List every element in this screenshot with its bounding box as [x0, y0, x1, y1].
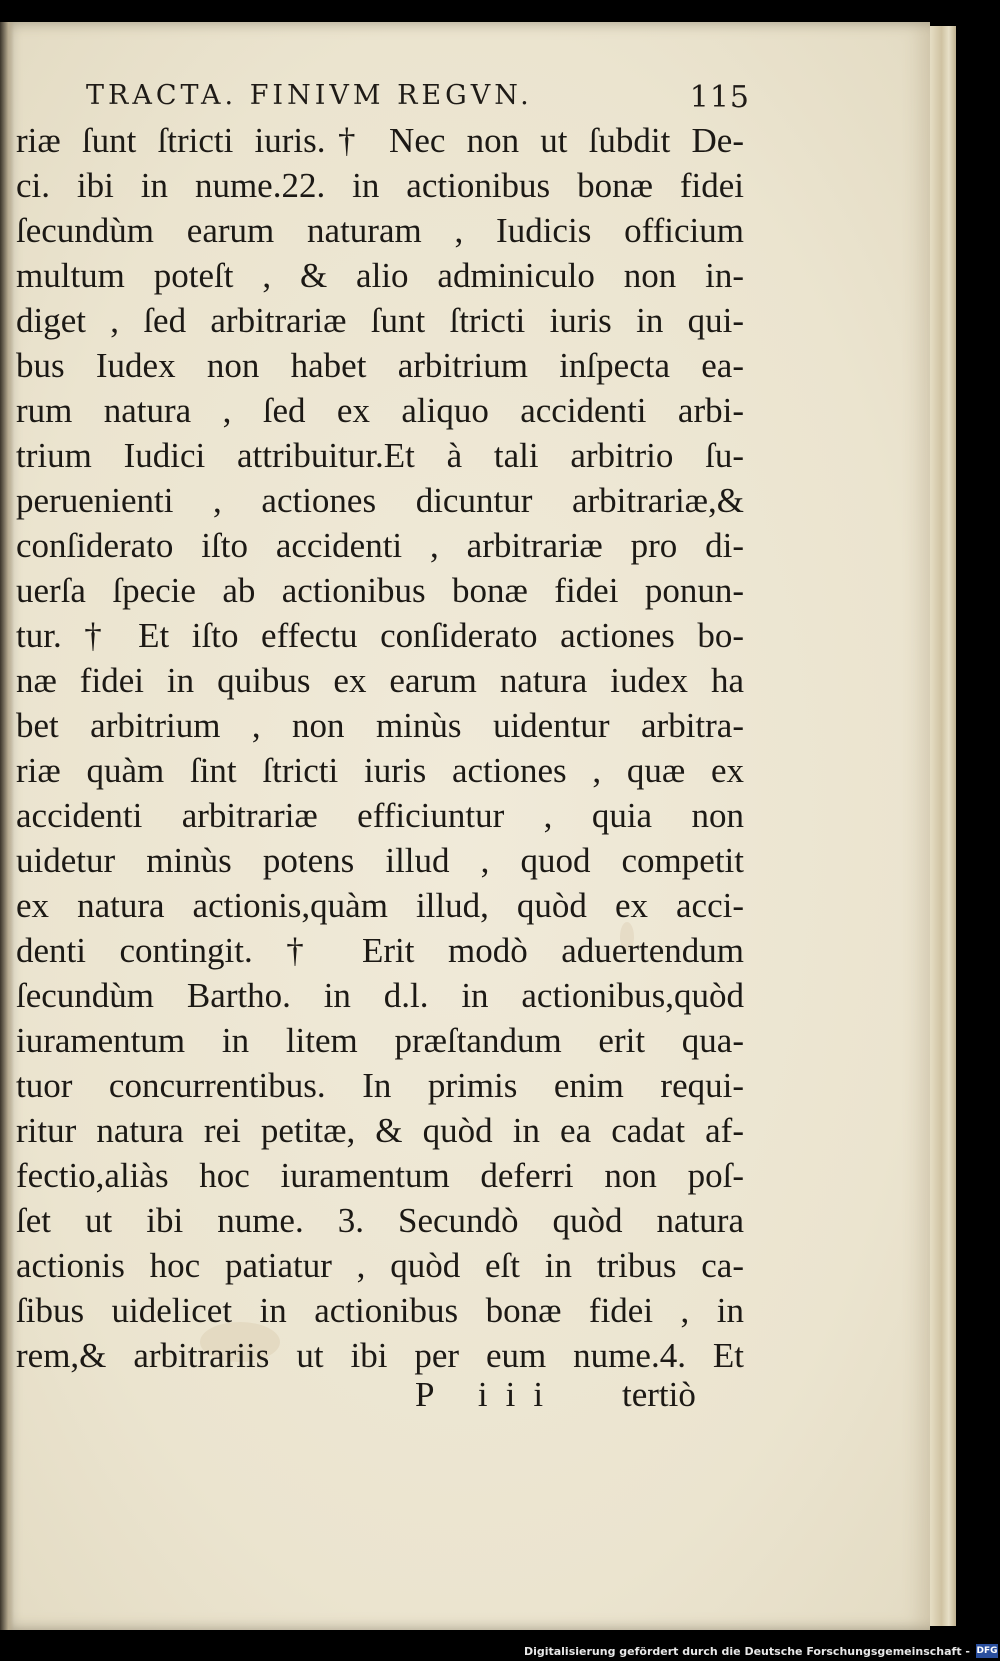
text-line: multum poteſt , & alio adminiculo non in-	[16, 256, 744, 295]
text-line: bus Iudex non habet arbitrium inſpecta ea-	[16, 346, 744, 385]
text-line: næ fidei in quibus ex earum natura iudex ha	[16, 661, 744, 700]
text-line: trium Iudici attribuitur.Et à tali arbitrio ſu-	[16, 436, 744, 475]
text-line: fectio,aliàs hoc iuramentum deferri non poſ-	[16, 1156, 744, 1195]
running-title: TRACTA. FINIVM REGVN.	[86, 80, 533, 111]
text-line: accidenti arbitrariæ efficiuntur , quia non	[16, 796, 744, 835]
text-line: rum natura , ſed ex aliquo accidenti arbi-	[16, 391, 744, 430]
page-number: 115	[689, 80, 750, 115]
text-line: diget , ſed arbitrariæ ſunt ſtricti iuris in qui-	[16, 301, 744, 340]
catchword: tertiò	[622, 1375, 696, 1414]
text-line: ſecundùm earum naturam , Iudicis officium	[16, 211, 744, 250]
text-line: denti contingit. † Erit modò aduertendum	[16, 931, 744, 970]
text-line: rem,& arbitrariis ut ibi per eum nume.4. Et	[16, 1336, 744, 1375]
signature-mark: P iii	[415, 1375, 562, 1414]
text-line: tur. † Et iſto effectu conſiderato actiones bo-	[16, 616, 744, 655]
text-line: peruenienti , actiones dicuntur arbitrariæ,&	[16, 481, 744, 520]
text-line: actionis hoc patiatur , quòd eſt in tribus ca-	[16, 1246, 744, 1285]
text-line: ſet ut ibi nume. 3. Secundò quòd natura	[16, 1201, 744, 1240]
digitization-credit: Digitalisierung gefördert durch die Deutsche Forschungsgemeinschaft -	[523, 1645, 970, 1658]
text-line: ex natura actionis,quàm illud, quòd ex acci-	[16, 886, 744, 925]
text-line: riæ quàm ſint ſtricti iuris actiones , quæ ex	[16, 751, 744, 790]
text-line: ci. ibi in nume.22. in actionibus bonæ fidei	[16, 166, 744, 205]
text-line: iuramentum in litem præſtandum erit qua-	[16, 1021, 744, 1060]
body-text	[16, 118, 744, 1378]
text-line: ſibus uidelicet in actionibus bonæ fidei , in	[16, 1291, 744, 1330]
text-line: ritur natura rei petitæ, & quòd in ea cadat af-	[16, 1111, 744, 1150]
page-gutter-shadow	[0, 22, 14, 1630]
text-line: conſiderato iſto accidenti , arbitrariæ pro di-	[16, 526, 744, 565]
text-line: uerſa ſpecie ab actionibus bonæ fidei ponun-	[16, 571, 744, 610]
text-line: bet arbitrium , non minùs uidentur arbitra-	[16, 706, 744, 745]
text-line: tuor concurrentibus. In primis enim requi-	[16, 1066, 744, 1105]
text-line: riæ ſunt ſtricti iuris.† Nec non ut ſubdit De-	[16, 121, 744, 160]
text-line: ſecundùm Bartho. in d.l. in actionibus,quòd	[16, 976, 744, 1015]
dfg-logo-icon: DFG	[976, 1646, 998, 1656]
text-line: uidetur minùs potens illud , quod competit	[16, 841, 744, 880]
